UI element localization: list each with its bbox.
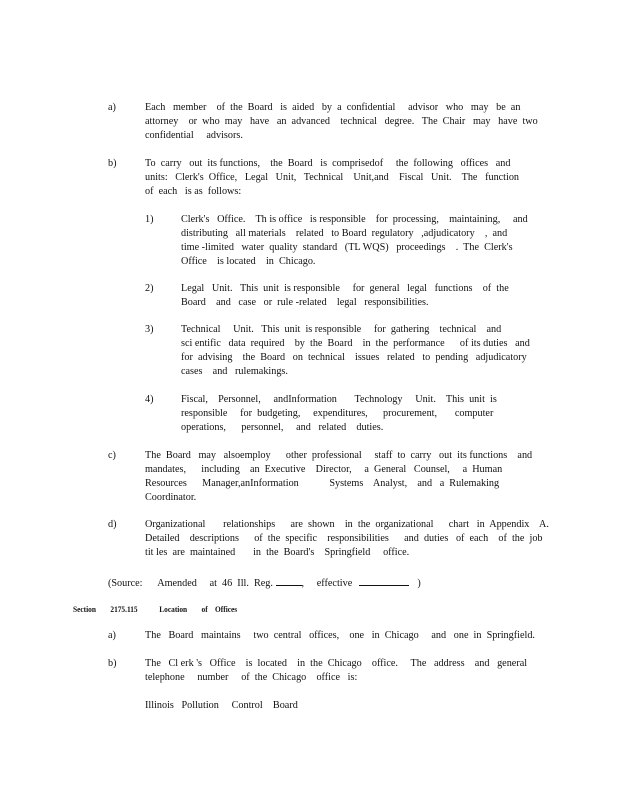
sublist-marker: 1)	[145, 214, 154, 225]
sublist-marker: 2)	[145, 283, 154, 294]
list-marker: a)	[108, 102, 116, 113]
address-line	[145, 699, 298, 713]
text-line: cases and rulemakings.	[181, 366, 288, 377]
text-line: telephone number of the Chicago office is:	[145, 672, 358, 683]
paragraph-text	[145, 449, 532, 505]
section-title-part: of Offices	[201, 605, 238, 614]
text-line: Legal Unit. This unit is responsible for general legal functions of the	[181, 283, 509, 294]
text-line: Each member of the Board is aided by a confidential advisor who may be an	[145, 102, 521, 113]
text-line: Organizational relationships are shown in the organizational chart in Appendix A.	[145, 519, 549, 530]
list-marker: c)	[108, 450, 116, 461]
section-number: 2175.115	[110, 605, 138, 614]
text-line: operations, personnel, and related duties.	[181, 422, 384, 433]
paragraph-text	[145, 629, 535, 643]
section-label: Section	[73, 605, 96, 614]
source-note	[108, 574, 421, 591]
text-line: time -limited water quality standard (TL WQS) proceedings . The Clerk's	[181, 242, 513, 253]
list-marker: d)	[108, 519, 117, 530]
text-line: for advising the Board on technical issues related to pending adjudicatory	[181, 352, 527, 363]
text-line: distributing all materials related to Board regulatory ,adjudicatory , and	[181, 228, 508, 239]
subitem-text	[181, 213, 528, 269]
paragraph-text	[145, 101, 538, 143]
source-suffix: )	[417, 578, 421, 589]
subitem-text	[181, 393, 497, 435]
text-line: Fiscal, Personnel, andInformation Technology Unit. This unit is	[181, 394, 497, 405]
text-line: The Board maintains two central offices, one in Chicago and one in Springfield.	[145, 630, 535, 641]
list-marker: b)	[108, 158, 117, 169]
text-line: The Board may alsoemploy other professional staff to carry out its functions and	[145, 450, 533, 461]
text-line: mandates, including an Executive Director, a General Counsel, a Human	[145, 464, 503, 475]
text-line: Coordinator.	[145, 492, 197, 503]
sublist-marker: 4)	[145, 394, 154, 405]
text-line: confidential advisors.	[145, 130, 243, 141]
text-line: Board and case or rule -related legal responsibilities.	[181, 297, 429, 308]
text-line: units: Clerk's Office, Legal Unit, Technical Unit,and Fiscal Unit. The function	[145, 172, 520, 183]
blank-effective-date	[359, 574, 409, 586]
text-line: sci entific data required by the Board in the performance of its duties and	[181, 338, 530, 349]
section-heading	[73, 603, 237, 617]
text-line: Office is located in Chicago.	[181, 256, 316, 267]
subitem-text	[181, 323, 530, 379]
text-line: Clerk's Office. Th is office is responsible for processing, maintaining, and	[181, 214, 528, 225]
paragraph-text	[145, 657, 527, 685]
list-marker: b)	[108, 658, 117, 669]
text-line: Technical Unit. This unit is responsible for gathering technical and	[181, 324, 502, 335]
text-line: attorney or who may have an advanced technical degree. The Chair may have two	[145, 116, 538, 127]
text-line: Resources Manager,anInformation Systems Analyst, and a Rulemaking	[145, 478, 500, 489]
paragraph-text	[145, 518, 549, 560]
text-line: The Cl erk 's Office is located in the Chicago office. The address and general	[145, 658, 528, 669]
section-title-part: Location	[159, 605, 188, 614]
text-line: Illinois Pollution Control Board	[145, 700, 298, 711]
subitem-text	[181, 282, 509, 310]
text-line: responsible for budgeting, expenditures, procurement, computer	[181, 408, 494, 419]
source-middle: , effective	[301, 578, 353, 589]
text-line: To carry out its functions, the Board is comprisedof the following offices and	[145, 158, 511, 169]
text-line: tit les are maintained in the Board's Springfield office.	[145, 547, 410, 558]
sublist-marker: 3)	[145, 324, 154, 335]
source-prefix: (Source: Amended at 46 Ill. Reg.	[108, 578, 273, 589]
list-marker: a)	[108, 630, 116, 641]
text-line: Detailed descriptions of the specific responsibilities and duties of each of the job	[145, 533, 543, 544]
paragraph-text	[145, 157, 519, 199]
text-line: of each is as follows:	[145, 186, 242, 197]
blank-register-page	[276, 574, 302, 586]
